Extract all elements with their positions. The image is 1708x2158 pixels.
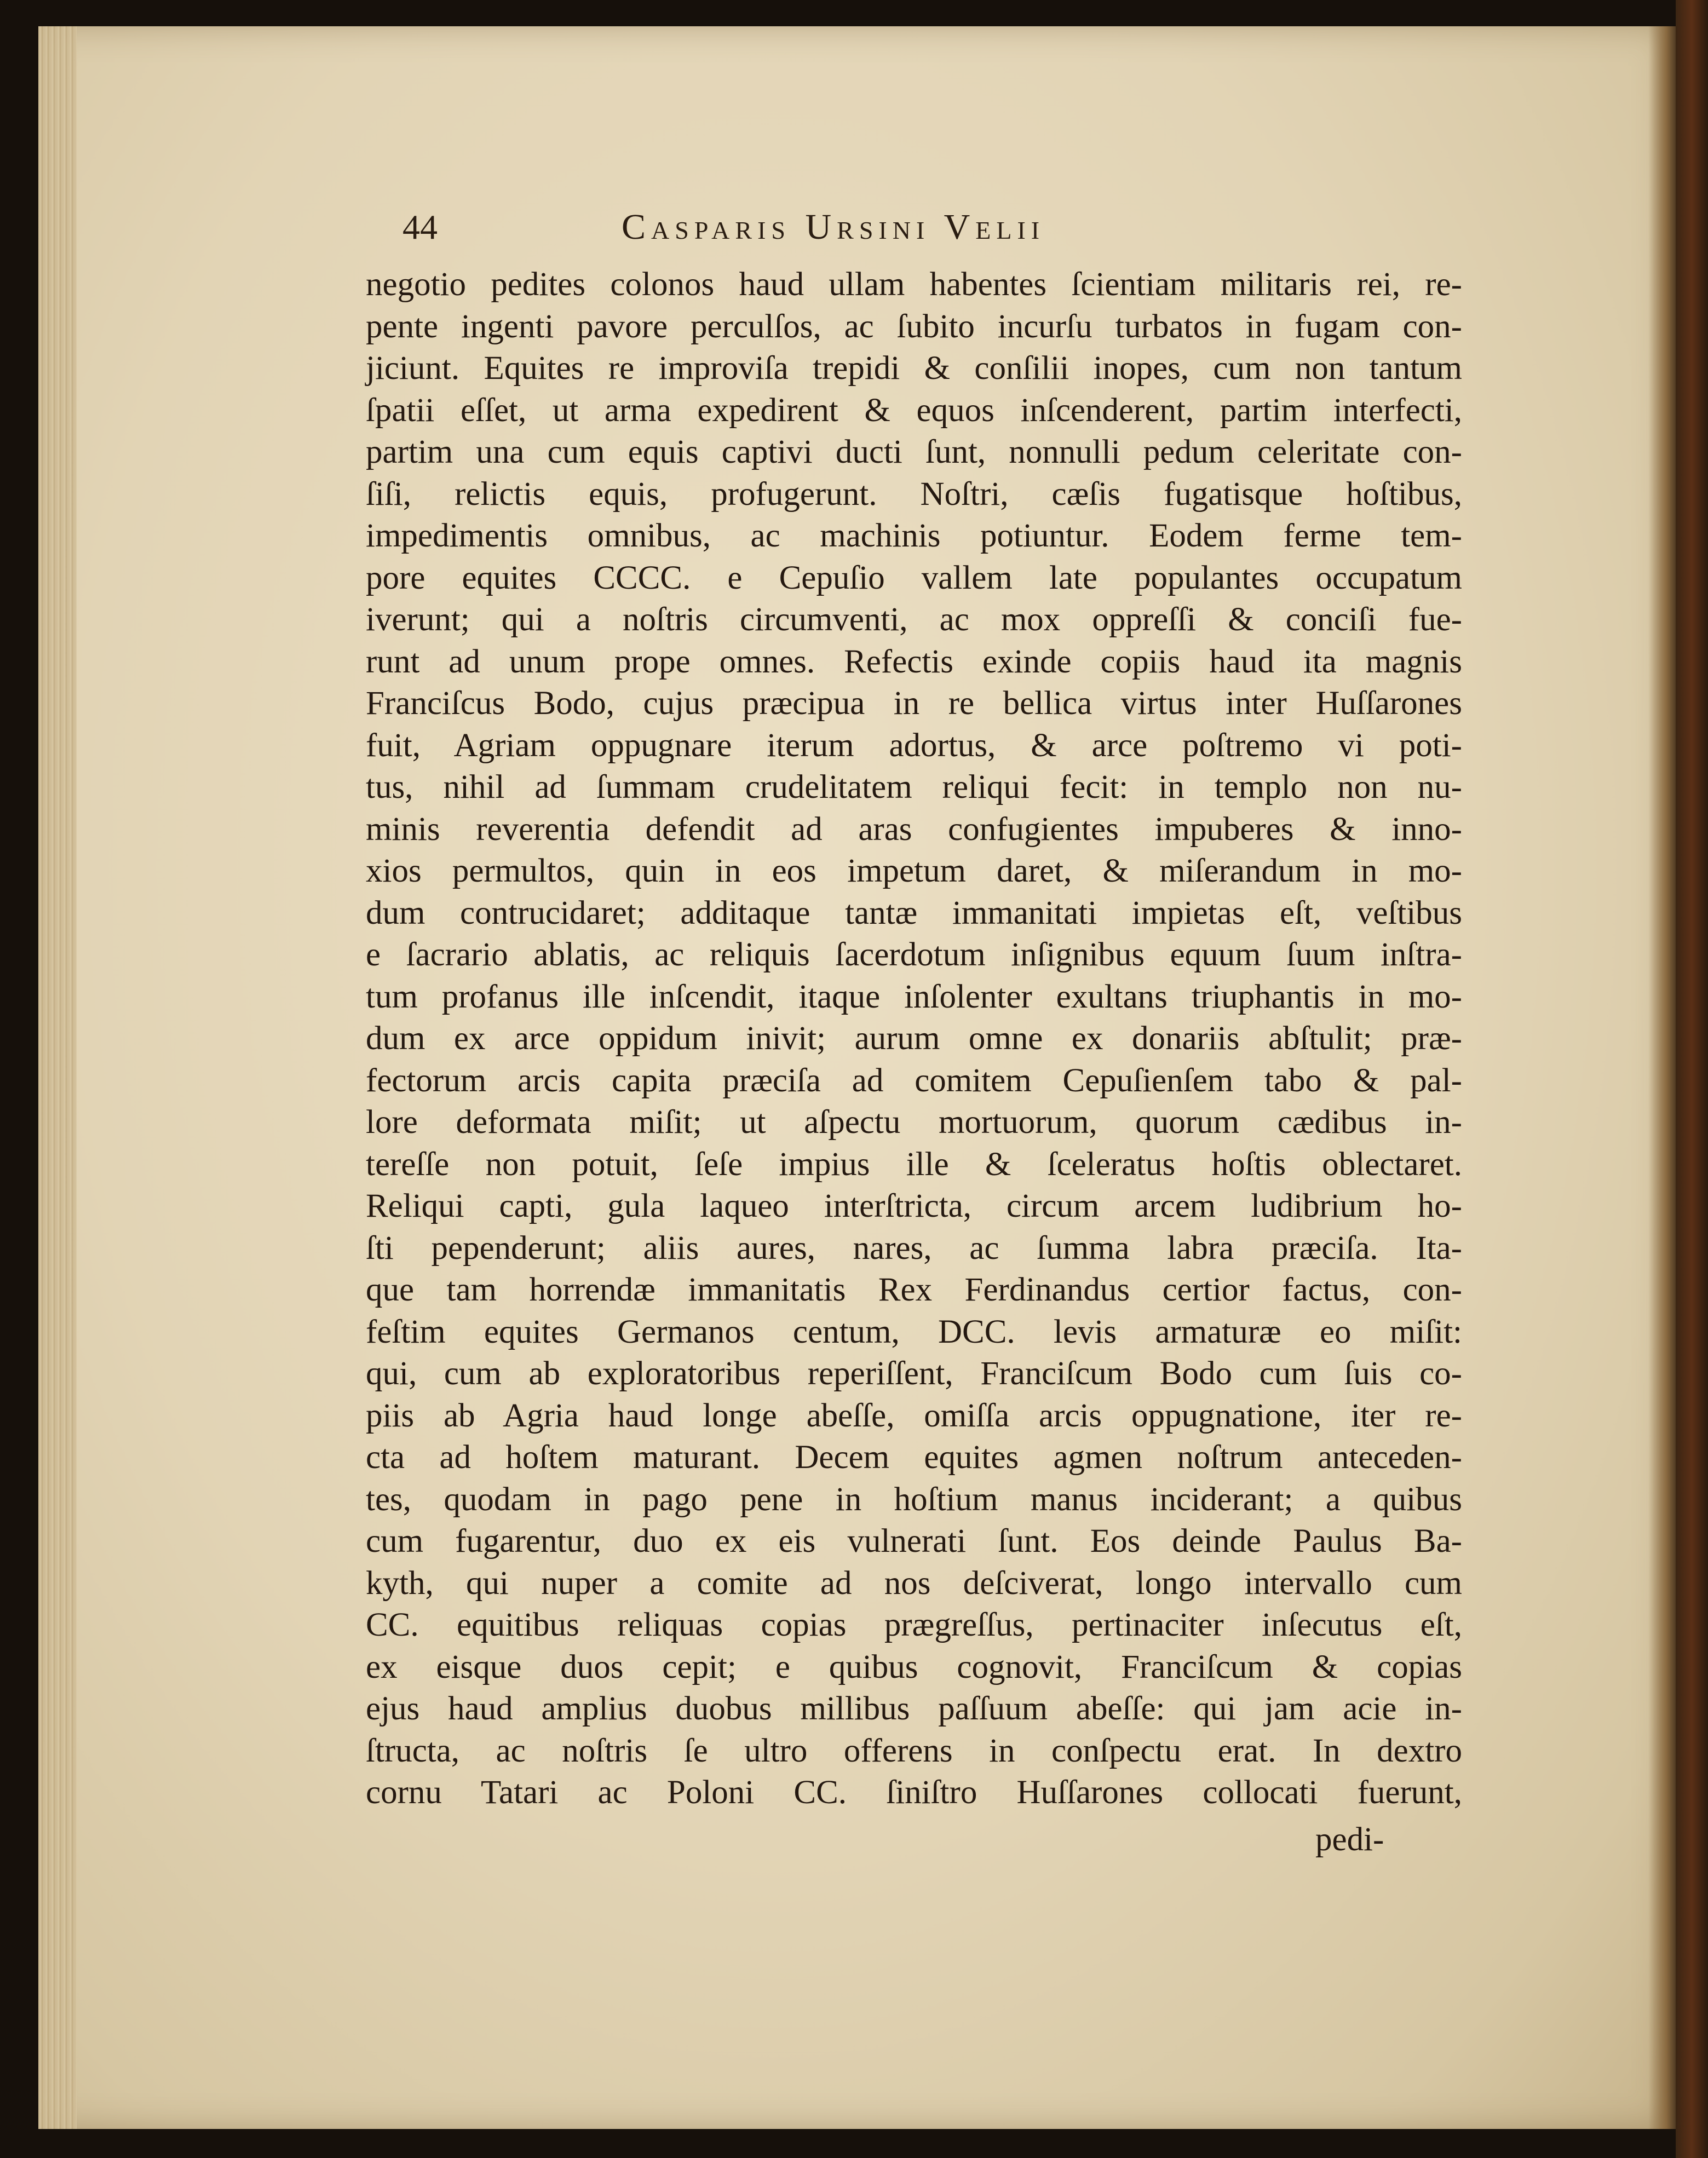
text-line: feſtim equites Germanos centum, DCC. levis armaturæ eo miſit: [366, 1313, 1462, 1350]
text-line: tereſſe non potuit, ſeſe impius ille & ſceleratus hoſtis oblectaret. [366, 1146, 1462, 1183]
page-edges [38, 26, 77, 2129]
text-line: minis reverentia defendit ad aras confugientes impuberes & inno- [366, 810, 1462, 848]
text-line: xios permultos, quin in eos impetum daret, & miſerandum in mo- [366, 853, 1462, 889]
text-line: cum fugarentur, duo ex eis vulnerati ſunt. Eos deinde Paulus Ba- [366, 1523, 1462, 1559]
text-line: negotio pedites colonos haud ullam habentes ſcientiam militaris rei, re- [366, 266, 1462, 303]
text-line: ejus haud amplius duobus millibus paſſuum abeſſe: qui jam acie in- [366, 1690, 1462, 1727]
text-line: impedimentis omnibus, ac machinis potiuntur. Eodem ferme tem- [366, 517, 1462, 554]
text-line: ſti pependerunt; aliis aures, nares, ac ſumma labra præciſa. Ita- [366, 1229, 1462, 1267]
text-line: tus, nihil ad ſummam crudelitatem reliqui fecit: in templo non nu- [366, 769, 1462, 805]
text-line: dum contrucidaret; additaque tantæ immanitati impietas eſt, veſtibus [366, 894, 1462, 931]
text-line: dum ex arce oppidum inivit; aurum omne ex donariis abſtulit; præ- [366, 1020, 1462, 1057]
text-line: cornu Tatari ac Poloni CC. ſiniſtro Huſſarones collocati fuerunt, [366, 1774, 1462, 1811]
text-line: ex eisque duos cepit; e quibus cognovit, Franciſcum & copias [366, 1648, 1462, 1685]
text-line: jiciunt. Equites re improviſa trepidi & conſilii inopes, cum non tantum [366, 350, 1462, 387]
text-line: lore deformata miſit; ut aſpectu mortuorum, quorum cædibus in- [366, 1104, 1462, 1141]
text-line: tes, quodam in pago pene in hoſtium manus inciderant; a quibus [366, 1481, 1462, 1518]
text-line: cta ad hoſtem maturant. Decem equites agmen noſtrum anteceden- [366, 1439, 1462, 1476]
text-line: qui, cum ab exploratoribus reperiſſent, Franciſcum Bodo cum ſuis co- [366, 1355, 1462, 1392]
text-line: ſpatii eſſet, ut arma expedirent & equos inſcenderent, partim interfecti, [366, 392, 1462, 429]
text-line: e ſacrario ablatis, ac reliquis ſacerdotum inſignibus equum ſuum inſtra- [366, 936, 1462, 973]
text-line: ſiſi, relictis equis, profugerunt. Noſtri, cæſis fugatisque hoſtibus, [366, 475, 1462, 513]
text-line: iverunt; qui a noſtris circumventi, ac mox oppreſſi & conciſi fue- [366, 601, 1462, 638]
text-line: tum profanus ille inſcendit, itaque inſolenter exultans triuphantis in mo- [366, 978, 1462, 1015]
page-number: 44 [402, 208, 438, 246]
text-line: pente ingenti pavore perculſos, ac ſubito incurſu turbatos in fugam con- [366, 308, 1462, 345]
body-text [366, 264, 1462, 1814]
text-line: ſtructa, ac noſtris ſe ultro offerens in conſpectu erat. In dextro [366, 1732, 1462, 1769]
text-line: runt ad unum prope omnes. Refectis exinde copiis haud ita magnis [366, 643, 1462, 680]
catchword: pedi- [1315, 1821, 1384, 1858]
text-line: Reliqui capti, gula laqueo interſtricta, circum arcem ludibrium ho- [366, 1188, 1462, 1224]
text-line: fuit, Agriam oppugnare iterum adortus, & arce poſtremo vi poti- [366, 727, 1462, 764]
book-spine [1676, 0, 1708, 2158]
text-line: Franciſcus Bodo, cujus præcipua in re bellica virtus inter Huſſarones [366, 685, 1462, 722]
text-line: kyth, qui nuper a comite ad nos deſciverat, longo intervallo cum [366, 1564, 1462, 1602]
text-line: piis ab Agria haud longe abeſſe, omiſſa arcis oppugnatione, iter re- [366, 1397, 1462, 1434]
text-line: fectorum arcis capita præciſa ad comitem Cepuſienſem tabo & pal- [366, 1062, 1462, 1099]
running-head [402, 197, 1509, 257]
text-line: partim una cum equis captivi ducti ſunt, nonnulli pedum celeritate con- [366, 434, 1462, 470]
text-line: que tam horrendæ immanitatis Rex Ferdinandus certior factus, con- [366, 1271, 1462, 1308]
text-line: pore equites CCCC. e Cepuſio vallem late populantes occupatum [366, 559, 1462, 596]
text-line: CC. equitibus reliquas copias prægreſſus, pertinaciter inſecutus eſt, [366, 1607, 1462, 1643]
running-title: Casparis Ursini Velii [622, 207, 1045, 247]
